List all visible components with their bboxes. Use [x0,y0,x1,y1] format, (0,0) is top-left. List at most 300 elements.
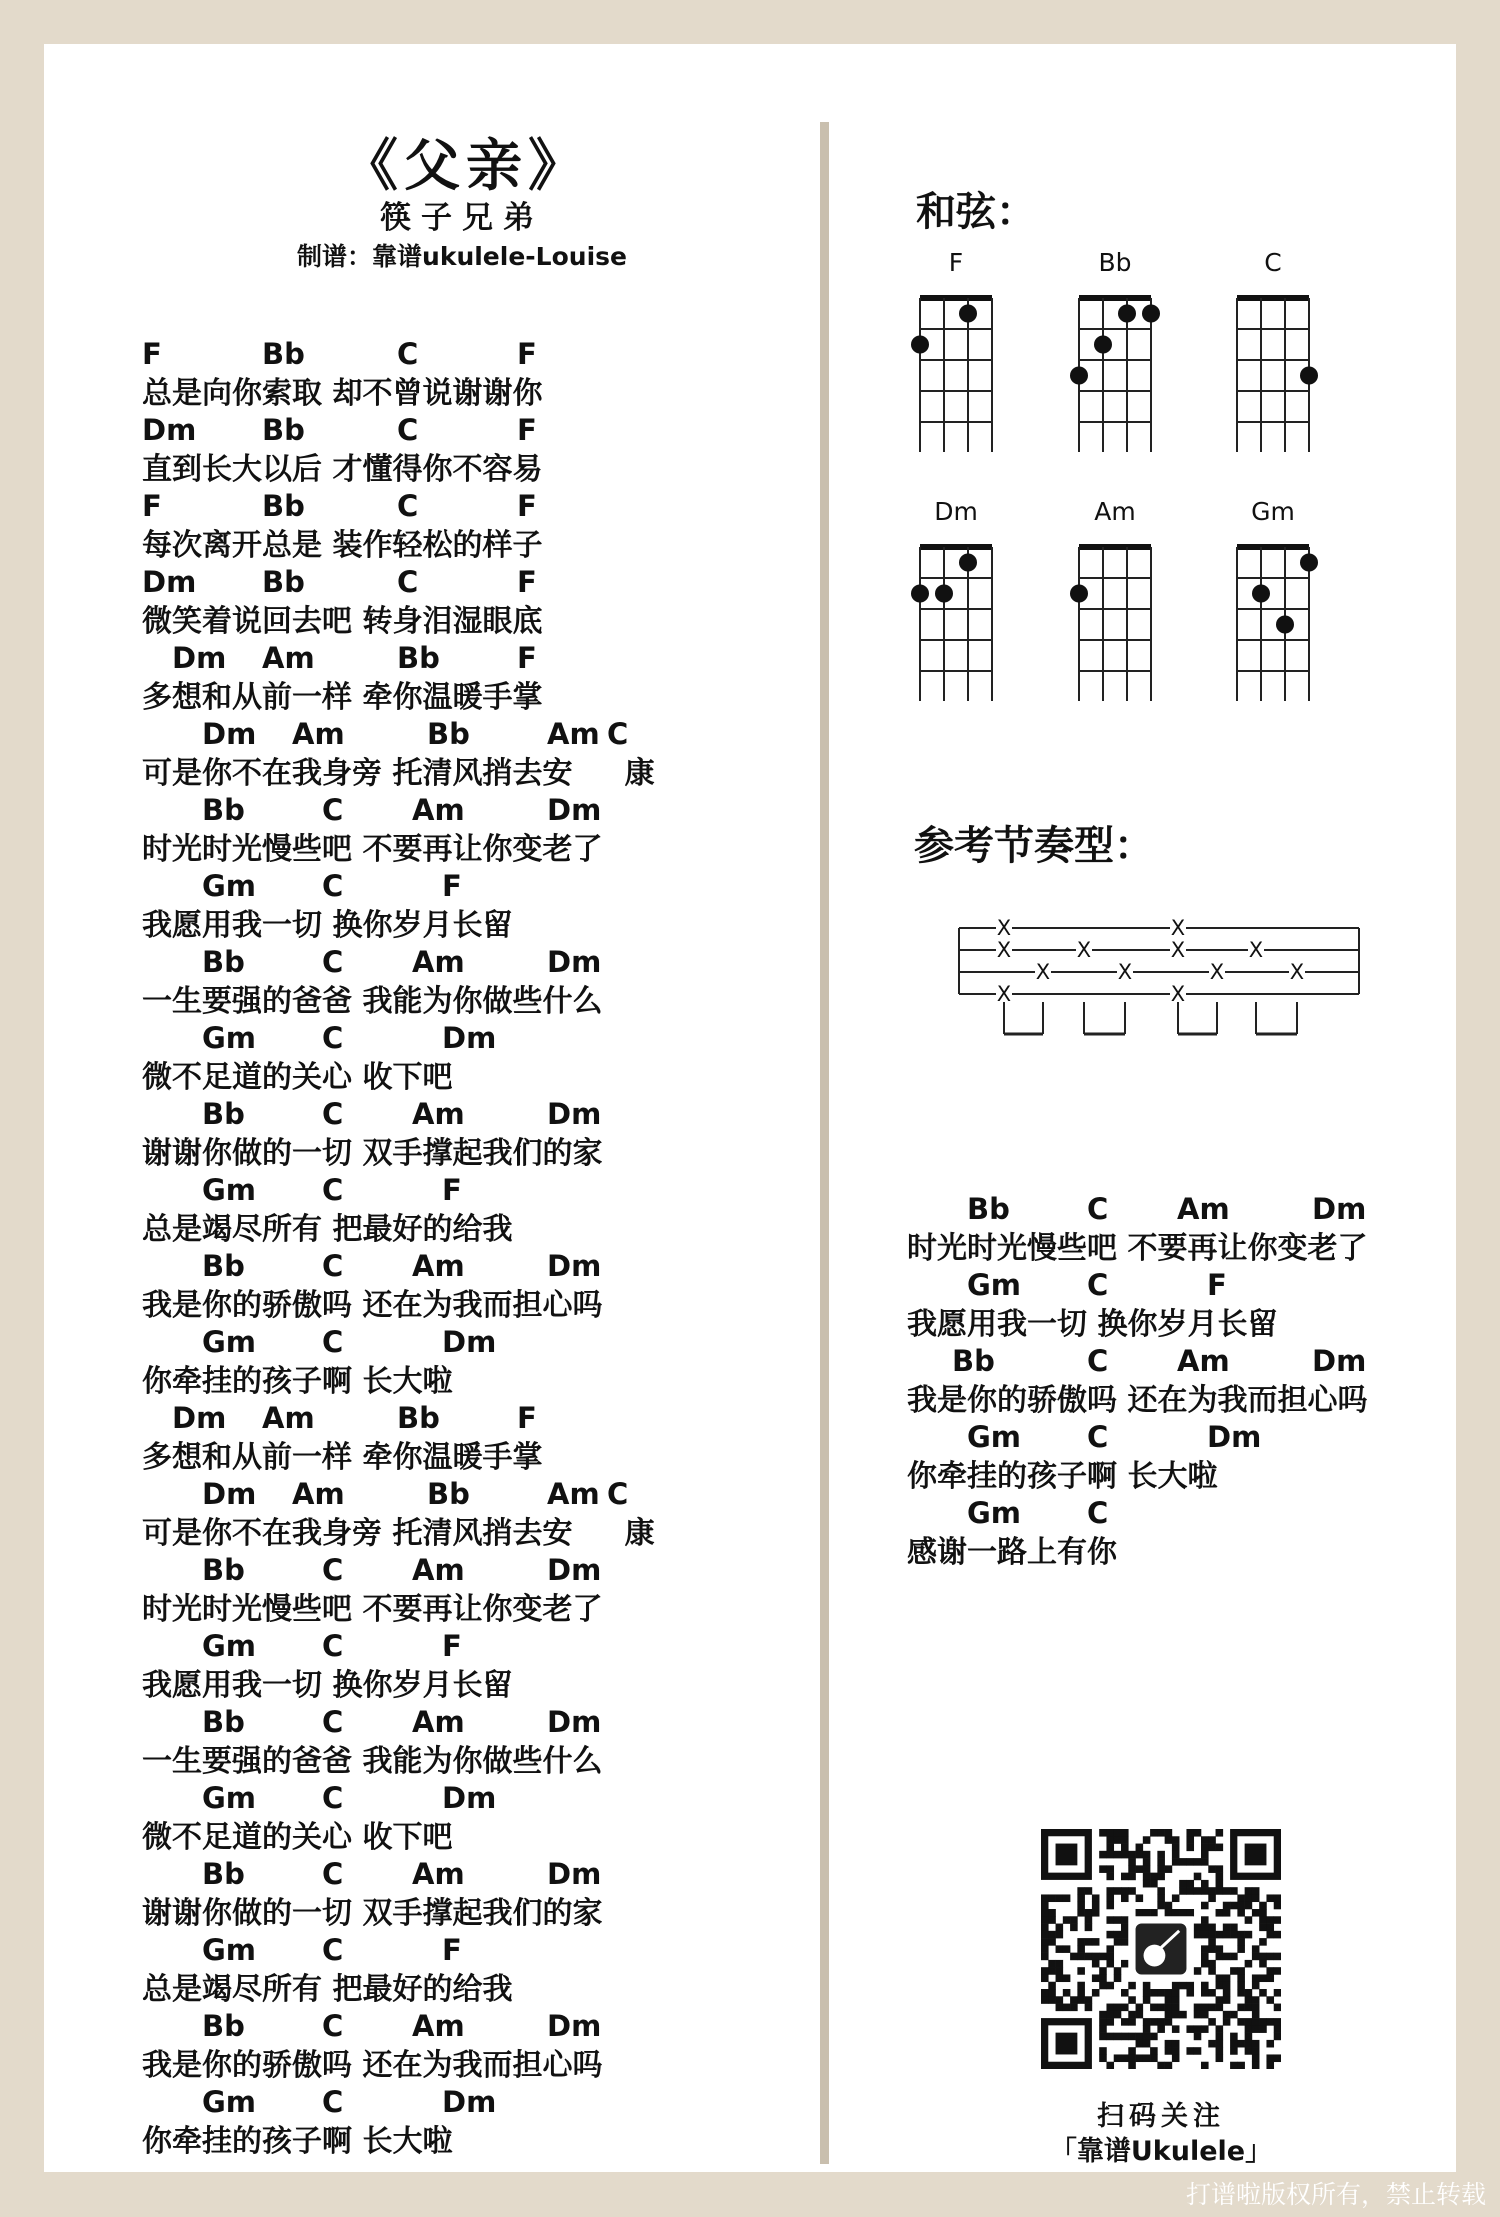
qr-module [1085,1887,1093,1895]
chord-finger-dot [1142,305,1160,323]
qr-module [1201,2004,1209,2012]
qr-module [1194,1967,1202,1975]
qr-module [1150,2018,1158,2026]
qr-module [1092,1974,1100,1982]
qr-module [1143,1858,1151,1866]
qr-module [1179,1982,1187,1990]
qr-module [1048,1894,1056,1902]
lyric-block [142,793,742,869]
chord-line [142,1933,742,1971]
qr-module [1165,1989,1173,1997]
qr-module [1056,1996,1064,2004]
chord-symbol: C [322,869,344,903]
chord-symbol: Am [412,1097,465,1131]
qr-module [1237,1945,1245,1953]
qr-module [1143,2018,1151,2026]
chord-symbol: Am [1177,1344,1230,1378]
song-title: 《父亲》 [342,134,590,199]
rhythm-mark: X [996,938,1012,962]
qr-module [1186,1909,1194,1917]
qr-module [1186,1836,1194,1844]
chord-diagram-label: F [948,248,964,277]
chord-symbol: C [322,1021,344,1055]
qr-module [1194,1887,1202,1895]
chord-symbol: Dm [547,1857,602,1891]
qr-module [1179,2011,1187,2019]
chord-symbol: Bb [967,1192,1010,1226]
qr-module [1085,1924,1093,1932]
qr-module [1223,1974,1231,1982]
qr-module [1274,1916,1281,1924]
qr-module [1194,1924,1202,1932]
chord-line [142,945,742,983]
chord-symbol: Am [412,1705,465,1739]
rhythm-mark: X [1170,982,1186,1006]
qr-module [1208,1938,1216,1946]
qr-module [1172,2025,1180,2033]
qr-module [1157,1894,1165,1902]
qr-module [1165,2047,1173,2055]
qr-module [1237,2040,1245,2048]
chord-line [907,1420,1467,1458]
chord-symbol: Dm [547,2009,602,2043]
lyric-line: 你牵挂的孩子啊 长大啦 [907,1459,1218,1494]
qr-module [1194,1858,1202,1866]
qr-module [1172,1989,1180,1997]
qr-module [1106,1916,1114,1924]
chord-symbol: F [142,337,162,371]
qr-module [1245,1989,1253,1997]
qr-module [1143,1865,1151,1873]
chord-symbol: C [397,337,419,371]
lyric-line: 我是你的骄傲吗 还在为我而担心吗 [142,2048,603,2083]
qr-module [1172,1894,1180,1902]
qr-module [1121,1873,1129,1881]
qr-module [1136,2040,1144,2048]
qr-module [1121,2018,1129,2026]
lyric-line: 我是你的骄傲吗 还在为我而担心吗 [142,1288,603,1323]
qr-module [1128,1887,1136,1895]
lyric-line: 时光时光慢些吧 不要再让你变老了 [907,1231,1368,1266]
chord-symbol: Dm [547,1097,602,1131]
song-artist: 筷子兄弟 [380,200,544,236]
lyric-block [907,1496,1467,1572]
qr-module [1252,2004,1260,2012]
qr-finder [1056,2033,1078,2055]
chord-symbol: Gm [202,1629,257,1663]
qr-module [1201,2011,1209,2019]
qr-module [1223,1982,1231,1990]
qr-module [1266,2054,1274,2062]
qr-module [1106,1953,1114,1961]
qr-module [1121,1836,1129,1844]
chord-symbol: Bb [202,1857,245,1891]
lyric-line: 我愿用我一切 换你岁月长留 [907,1307,1278,1342]
qr-module [1186,1880,1194,1888]
qr-module [1063,2004,1071,2012]
qr-module [1216,2054,1224,2062]
qr-module [1165,2004,1173,2012]
lyric-block [142,337,742,413]
qr-module [1259,1924,1267,1932]
qr-module [1274,2054,1281,2062]
qr-module [1136,1865,1144,1873]
qr-module [1150,2033,1158,2041]
qr-module [1186,1989,1194,1997]
chord-symbol: C [322,793,344,827]
qr-module [1099,1967,1107,1975]
chord-symbol: C [322,1629,344,1663]
lyric-line: 时光时光慢些吧 不要再让你变老了 [142,832,603,867]
chord-symbol: Dm [547,1705,602,1739]
rhythm-mark: X [996,916,1012,940]
chord-symbol: C [1087,1344,1109,1378]
qr-module [1070,2004,1078,2012]
qr-module [1274,1967,1281,1975]
qr-module [1194,1829,1202,1837]
chord-diagram [906,531,1006,701]
qr-module [1266,1953,1274,1961]
chord-symbol: Am [412,793,465,827]
qr-module [1106,1844,1114,1852]
chord-symbol: C [322,1933,344,1967]
qr-module [1136,1894,1144,1902]
chord-symbol: F [442,1933,462,1967]
lyric-line: 微不足道的关心 收下吧 [142,1820,453,1855]
lyric-line: 总是竭尽所有 把最好的给我 [142,1212,513,1247]
qr-module [1121,1844,1129,1852]
chord-line [142,2085,742,2123]
qr-module [1252,2011,1260,2019]
lyric-line: 微笑着说回去吧 转身泪湿眼底 [142,604,543,639]
qr-module [1165,1829,1173,1837]
qr-module [1208,1844,1216,1852]
lyric-line: 感谢一路上有你 [907,1535,1117,1570]
qr-module [1266,1931,1274,1939]
qr-module [1041,1931,1049,1939]
qr-module [1252,1982,1260,1990]
qr-module [1230,1931,1238,1939]
chord-line [142,1325,742,1363]
qr-module [1194,2025,1202,2033]
qr-module [1099,2033,1107,2041]
qr-module [1143,2054,1151,2062]
qr-module [1114,1974,1122,1982]
chord-diagram [1065,282,1165,452]
chord-finger-dot [935,585,953,603]
chord-symbol: C [397,565,419,599]
chord-symbol: Bb [427,717,470,751]
qr-module [1106,1873,1114,1881]
lyrics-left-column [142,337,742,2161]
qr-module [1259,1902,1267,1910]
qr-module [1143,1880,1151,1888]
lyric-block [142,869,742,945]
qr-module [1245,1996,1253,2004]
lyric-block [142,1553,742,1629]
qr-module [1223,1887,1231,1895]
qr-module [1099,2054,1107,2062]
chord-line [142,413,742,451]
qr-module [1266,1924,1274,1932]
qr-module [1172,2011,1180,2019]
qr-module [1143,2033,1151,2041]
qr-module [1077,1894,1085,1902]
chord-symbol: Bb [262,337,305,371]
chord-symbol: Gm [967,1268,1022,1302]
qr-module [1274,1902,1281,1910]
qr-module [1099,1865,1107,1873]
lyric-block [142,2085,742,2161]
lyric-line: 我愿用我一切 换你岁月长留 [142,908,513,943]
chord-line [142,1021,742,1059]
qr-module [1165,1996,1173,2004]
qr-module [1092,1894,1100,1902]
qr-module [1048,1967,1056,1975]
qr-module [1165,1865,1173,1873]
qr-module [1186,1829,1194,1837]
chord-symbol: F [442,1173,462,1207]
chord-diagram-label: Dm [934,497,978,526]
lyric-block [142,1401,742,1477]
qr-module [1056,1945,1064,1953]
chord-symbol: Am [262,1401,315,1435]
qr-module [1194,2004,1202,2012]
qr-module [1063,1916,1071,1924]
qr-module [1252,2040,1260,2048]
qr-module [1201,1953,1209,1961]
chord-symbol: Bb [262,489,305,523]
qr-module [1114,2004,1122,2012]
qr-module [1201,1982,1209,1990]
chord-line [142,1705,742,1743]
lyric-block [142,1477,742,1553]
chord-finger-dot [1070,367,1088,385]
lyric-block [142,717,742,793]
lyric-line: 总是向你索取 却不曾说谢谢你 [142,376,543,411]
qr-module [1259,1953,1267,1961]
qr-module [1070,1924,1078,1932]
chord-finger-dot [911,336,929,354]
qr-module [1208,1989,1216,1997]
qr-module [1150,1829,1158,1837]
qr-module [1056,2004,1064,2012]
chord-symbol: C [1087,1268,1109,1302]
qr-module [1063,1894,1071,1902]
qr-module [1245,2033,1253,2041]
qr-module [1092,1989,1100,1997]
qr-module [1237,1894,1245,1902]
qr-module [1165,2062,1173,2069]
chord-symbol: Dm [442,1325,497,1359]
qr-module [1157,1829,1165,1837]
qr-module [1216,1887,1224,1895]
qr-module [1172,1844,1180,1852]
qr-module [1194,1931,1202,1939]
qr-module [1041,1989,1049,1997]
qr-module [1216,1945,1224,1953]
chord-symbol: C [1087,1420,1109,1454]
chord-symbol: Bb [262,565,305,599]
rhythm-mark: X [1170,916,1186,940]
qr-module [1252,1974,1260,1982]
chord-symbol: Am [412,1553,465,1587]
qr-module [1128,1865,1136,1873]
rhythm-mark: X [1117,960,1133,984]
rhythm-mark: X [1076,938,1092,962]
chord-symbol: Am [412,1249,465,1283]
chord-line [907,1496,1467,1534]
qr-module [1128,2062,1136,2069]
chord-finger-dot [1300,554,1318,572]
qr-module [1259,1989,1267,1997]
qr-module [1092,1902,1100,1910]
chord-symbol: Bb [262,413,305,447]
qr-module [1106,1836,1114,1844]
chord-line [142,565,742,603]
qr-module [1121,2054,1129,2062]
qr-module [1165,1909,1173,1917]
qr-module [1216,2040,1224,2048]
lyric-block [142,1781,742,1857]
qr-module [1106,1865,1114,1873]
chord-symbol: Bb [397,641,440,675]
qr-module [1237,1902,1245,1910]
lyric-line: 我愿用我一切 换你岁月长留 [142,1668,513,1703]
chord-symbol: Dm [1207,1420,1262,1454]
qr-module [1041,1924,1049,1932]
qr-module [1150,2054,1158,2062]
qr-module [1245,1894,1253,1902]
qr-module [1114,1851,1122,1859]
chord-diagram [1065,531,1165,701]
qr-module [1259,1909,1267,1917]
qr-module [1186,2047,1194,2055]
qr-module [1259,1938,1267,1946]
qr-module [1077,1887,1085,1895]
chord-symbol: Am [412,945,465,979]
qr-module [1245,2047,1253,2055]
chord-symbol: F [517,565,537,599]
qr-module [1172,1996,1180,2004]
qr-module [1172,2004,1180,2012]
qr-module [1194,2011,1202,2019]
qr-module [1186,1887,1194,1895]
qr-module [1041,1996,1049,2004]
chord-diagram-label: Am [1094,497,1136,526]
qr-module [1092,1953,1100,1961]
qr-module [1150,2047,1158,2055]
lyric-line: 谢谢你做的一切 双手撑起我们的家 [142,1136,603,1171]
chord-symbol: Am [547,717,600,751]
lyric-block [142,1173,742,1249]
qr-module [1041,1938,1049,1946]
chord-line [142,2009,742,2047]
qr-module [1237,2004,1245,2012]
qr-module [1063,1974,1071,1982]
chord-nut [1079,544,1151,550]
qr-module [1230,2040,1238,2048]
qr-module [1274,1953,1281,1961]
qr-module [1223,1931,1231,1939]
qr-module [1208,1924,1216,1932]
chord-symbol: F [142,489,162,523]
qr-module [1150,1909,1158,1917]
qr-module [1077,1938,1085,1946]
chord-symbol: Dm [202,1477,257,1511]
qr-module [1077,1982,1085,1990]
rhythm-section-heading: 参考节奏型： [914,823,1154,869]
qr-module [1274,2033,1281,2041]
lyric-line: 一生要强的爸爸 我能为你做些什么 [142,1744,603,1779]
qr-module [1245,1887,1253,1895]
chord-symbol: C [397,489,419,523]
qr-module [1143,1996,1151,2004]
chord-line [142,1097,742,1135]
qr-module [1216,2025,1224,2033]
qr-module [1223,1909,1231,1917]
chord-finger-dot [911,585,929,603]
qr-module [1208,2018,1216,2026]
lyric-line: 微不足道的关心 收下吧 [142,1060,453,1095]
qr-module [1201,2062,1209,2069]
qr-module [1157,1851,1165,1859]
qr-module [1245,1902,1253,1910]
qr-module [1237,1931,1245,1939]
qr-module [1245,2018,1253,2026]
chord-symbol: Dm [442,2085,497,2119]
qr-module [1208,1960,1216,1968]
lyric-block [142,413,742,489]
chord-line [142,1477,742,1515]
qr-module [1201,1931,1209,1939]
lyric-block [142,1325,742,1401]
qr-module [1230,2047,1238,2055]
qr-module [1070,1953,1078,1961]
qr-module [1099,2011,1107,2019]
qr-module [1128,1982,1136,1990]
qr-module [1157,2018,1165,2026]
chord-nut [1237,544,1309,550]
qr-module [1041,1894,1049,1902]
qr-module [1186,1844,1194,1852]
chord-diagram [1223,531,1323,701]
qr-module [1216,1931,1224,1939]
qr-module [1266,2040,1274,2048]
qr-module [1150,1880,1158,1888]
qr-module [1056,1967,1064,1975]
qr-module [1274,2018,1281,2026]
lyric-line: 多想和从前一样 牵你温暖手掌 [142,680,543,715]
qr-module [1099,1953,1107,1961]
lyric-block [142,489,742,565]
lyric-block [907,1268,1467,1344]
qr-module [1216,1865,1224,1873]
qr-module [1216,1873,1224,1881]
rhythm-mark: X [1035,960,1051,984]
qr-module [1106,2004,1114,2012]
chord-symbol: Bb [202,1097,245,1131]
qr-module [1136,2054,1144,2062]
qr-module [1223,1902,1231,1910]
qr-module [1223,1996,1231,2004]
qr-module [1048,1960,1056,1968]
qr-module [1266,1916,1274,1924]
chord-finger-dot [959,554,977,572]
qr-module [1114,1836,1122,1844]
qr-module [1208,2004,1216,2012]
qr-module [1128,1858,1136,1866]
